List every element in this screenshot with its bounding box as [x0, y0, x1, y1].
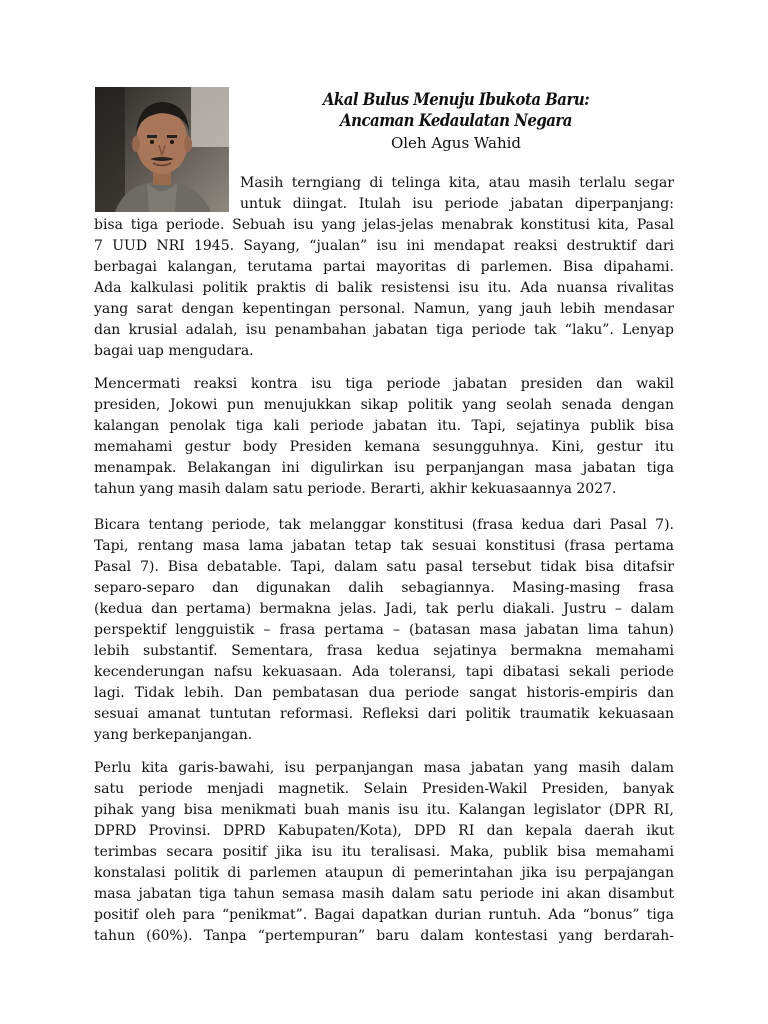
- body-line: satu periode menjadi magnetik. Selain Presiden-Wakil Presiden, banyak: [94, 781, 674, 797]
- body-line: lagi. Tidak lebih. Dan pembatasan dua periode sangat historis-empiris dan: [94, 685, 674, 701]
- body-line: Masih terngiang di telinga kita, atau masih terlalu segar: [240, 175, 674, 191]
- body-line: memahami gestur body Presiden kemana sesungguhnya. Kini, gestur itu: [94, 439, 674, 455]
- author-photo: [95, 87, 229, 212]
- article-byline: Oleh Agus Wahid: [390, 134, 522, 152]
- body-line: Perlu kita garis-bawahi, isu perpanjangan masa jabatan yang masih dalam: [94, 760, 674, 776]
- body-line: konstalasi politik di parlemen ataupun di pemerintahan jika isu perpajangan: [94, 865, 674, 881]
- body-line: pihak yang bisa menikmati buah manis isu itu. Kalangan legislator (DPR RI,: [94, 802, 674, 818]
- body-line: (kedua dan pertama) bermakna jelas. Jadi, tak perlu diakali. Justru – dalam: [94, 601, 674, 617]
- article-header: [240, 90, 672, 154]
- body-line: Ada kalkulasi politik praktis di balik resistensi isu itu. Ada nuansa rivalitas: [94, 280, 674, 296]
- author-portrait-icon: [95, 87, 229, 212]
- body-line: bagai uap mengudara.: [94, 343, 254, 359]
- body-line: kecenderungan nafsu kekuasaan. Ada toleransi, tapi dibatasi sekali periode: [94, 664, 674, 680]
- body-line: tahun (60%). Tanpa “pertempuran” baru dalam kontestasi yang berdarah-: [94, 928, 674, 944]
- body-line: perspektif lengguistik – frasa pertama – (batasan masa jabatan lima tahun): [94, 622, 674, 638]
- body-line: yang sarat dengan kepentingan personal. Namun, yang jauh lebih mendasar: [94, 301, 674, 317]
- body-line: DPRD Provinsi. DPRD Kabupaten/Kota), DPD RI dan kepala daerah ikut: [94, 823, 674, 839]
- body-line: Tapi, rentang masa lama jabatan tetap tak sesuai konstitusi (frasa pertama: [94, 538, 674, 554]
- body-line: tahun yang masih dalam satu periode. Berarti, akhir kekuasaannya 2027.: [94, 481, 617, 497]
- body-line: positif oleh para “penikmat”. Bagai dapatkan durian runtuh. Ada “bonus” tiga: [94, 907, 674, 923]
- body-line: kalangan penolak tiga kali periode jabatan itu. Tapi, sejatinya publik bisa: [94, 418, 674, 434]
- body-line: Pasal 7). Bisa debatable. Tapi, dalam satu pasal tersebut tidak bisa ditafsir: [94, 559, 674, 575]
- body-line: dan krusial adalah, isu penambahan jabatan tiga periode tak “laku”. Lenyap: [94, 322, 674, 338]
- body-line: presiden, Jokowi pun menujukkan sikap politik yang seolah senada dengan: [94, 397, 674, 413]
- body-line: yang berkepanjangan.: [94, 727, 253, 743]
- body-line: menampak. Belakangan ini digulirkan isu perpanjangan masa jabatan tiga: [94, 460, 674, 476]
- body-line: bisa tiga periode. Sebuah isu yang jelas-jelas menabrak konstitusi kita, Pasal: [94, 217, 674, 233]
- article-title-line-1: Akal Bulus Menuju Ibukota Baru:: [322, 90, 590, 110]
- body-line: untuk diingat. Itulah isu periode jabatan diperpanjang:: [240, 196, 674, 212]
- body-line: separo-separo dan digunakan dalih sebagiannya. Masing-masing frasa: [94, 580, 674, 596]
- body-line: berbagai kalangan, terutama partai mayoritas di parlemen. Bisa dipahami.: [94, 259, 674, 275]
- body-line: masa jabatan tiga tahun semasa masih dalam satu periode ini akan disambut: [94, 886, 674, 902]
- body-line: sesuai amanat tuntutan reformasi. Refleksi dari politik traumatik kekuasaan: [94, 706, 674, 722]
- body-line: lebih substantif. Sementara, frasa kedua sejatinya bermakna memahami: [94, 643, 674, 659]
- body-line: terimbas secara positif jika isu itu teralisasi. Maka, publik bisa memahami: [94, 844, 674, 860]
- body-line: Mencermati reaksi kontra isu tiga periode jabatan presiden dan wakil: [94, 376, 674, 392]
- article-title-line-2: Ancaman Kedaulatan Negara: [340, 111, 572, 131]
- body-line: Bicara tentang periode, tak melanggar konstitusi (frasa kedua dari Pasal 7).: [94, 517, 674, 533]
- body-line: 7 UUD NRI 1945. Sayang, “jualan” isu ini mendapat reaksi destruktif dari: [94, 238, 674, 254]
